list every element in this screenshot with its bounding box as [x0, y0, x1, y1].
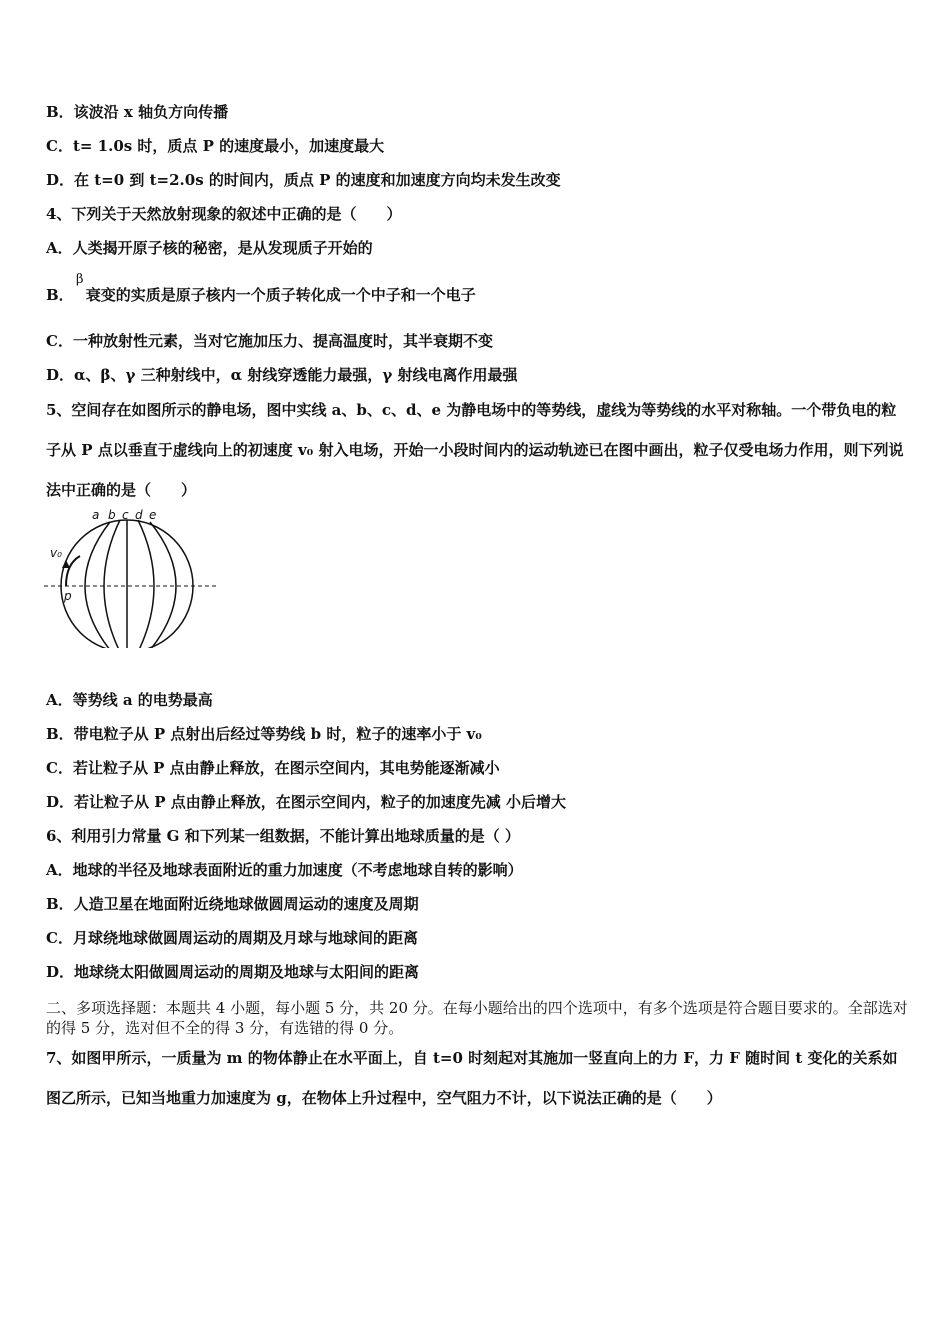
q6-stem: 6、利用引力常量 G 和下列某一组数据，不能计算出地球质量的是（ ） [46, 827, 520, 845]
q5-option-b: B．带电粒子从 P 点射出后经过等势线 b 时，粒子的速率小于 v₀ [46, 725, 482, 743]
q5-option-a: A．等势线 a 的电势最高 [46, 691, 213, 709]
q6-option-b: B．人造卫星在地面附近绕地球做圆周运动的速度及周期 [46, 895, 419, 913]
q7-stem: 7、如图甲所示，一质量为 m 的物体静止在水平面上，自 t=0 时刻起对其施加一竖直向上的力 F，力 F 随时间 t 变化的关系如图乙所示，已知当地重力加速度为 g，在物体上升过程中，空气阻力不计，以下说法正确的是（ ） [46, 1049, 898, 1107]
q4-option-b [46, 285, 476, 305]
q6-option-d: D．地球绕太阳做圆周运动的周期及地球与太阳间的距离 [46, 963, 420, 981]
q5-option-c: C．若让粒子从 P 点由静止释放，在图示空间内，其电势能逐渐减小 [46, 759, 500, 777]
velocity-arrow-icon [62, 560, 70, 568]
label-e: e [149, 508, 157, 522]
q3-option-b: B．该波沿 x 轴负方向传播 [46, 103, 229, 121]
q5-stem: 5、空间存在如图所示的静电场，图中实线 a、b、c、d、e 为静电场中的等势线，虚线为等势线的水平对称轴。一个带负电的粒子从 P 点以垂直于虚线向上的初速度 v₀ 射入电场，开始一小段时间内的运动轨迹已在图中画出，粒子仅受电场力作用，则下列说法中正确的是（ ） [46, 401, 904, 499]
q4-option-d: D．α、β、γ 三种射线中，α 射线穿透能力最强，γ 射线电离作用最强 [46, 366, 518, 384]
equipotential-line-a [85, 522, 110, 648]
label-p: p [64, 589, 72, 603]
q6-option-a: A．地球的半径及地球表面附近的重力加速度（不考虑地球自转的影响） [46, 861, 523, 879]
equipotential-line-b [104, 520, 120, 648]
q5-option-d: D．若让粒子从 P 点由静止释放，在图示空间内，粒子的加速度先减 小后增大 [46, 793, 566, 811]
q4-option-b-text: 衰变的实质是原子核内一个质子转化成一个中子和一个电子 [85, 286, 476, 304]
particle-trajectory [66, 556, 80, 586]
label-b: b [108, 508, 116, 522]
label-d: d [135, 508, 143, 522]
q4-option-b-prefix: B． [46, 286, 74, 304]
equipotential-line-d [138, 520, 154, 648]
label-a: a [92, 508, 100, 522]
section-2-heading: 二、多项选择题：本题共 4 小题，每小题 5 分，共 20 分。在每小题给出的四个选项中，有多个选项是符合题目要求的。全部选对的得 5 分，选对但不全的得 3 分，有选错的得 0 分。 [46, 999, 908, 1037]
q3-option-d: D．在 t=0 到 t=2.0s 的时间内，质点 P 的速度和加速度方向均未发生改变 [46, 171, 561, 189]
label-v0: v₀ [50, 546, 62, 560]
beta-symbol: β [76, 272, 84, 287]
q3-option-c: C．t= 1.0s 时，质点 P 的速度最小，加速度最大 [46, 137, 385, 155]
equipotential-figure [40, 508, 220, 648]
q4-option-c: C．一种放射性元素，当对它施加压力、提高温度时，其半衰期不变 [46, 332, 493, 350]
q6-option-c: C．月球绕地球做圆周运动的周期及月球与地球间的距离 [46, 929, 418, 947]
label-c: c [122, 508, 129, 522]
q4-stem: 4、下列关于天然放射现象的叙述中正确的是（ ） [46, 205, 402, 223]
q4-option-a: A．人类揭开原子核的秘密，是从发现质子开始的 [46, 239, 373, 257]
